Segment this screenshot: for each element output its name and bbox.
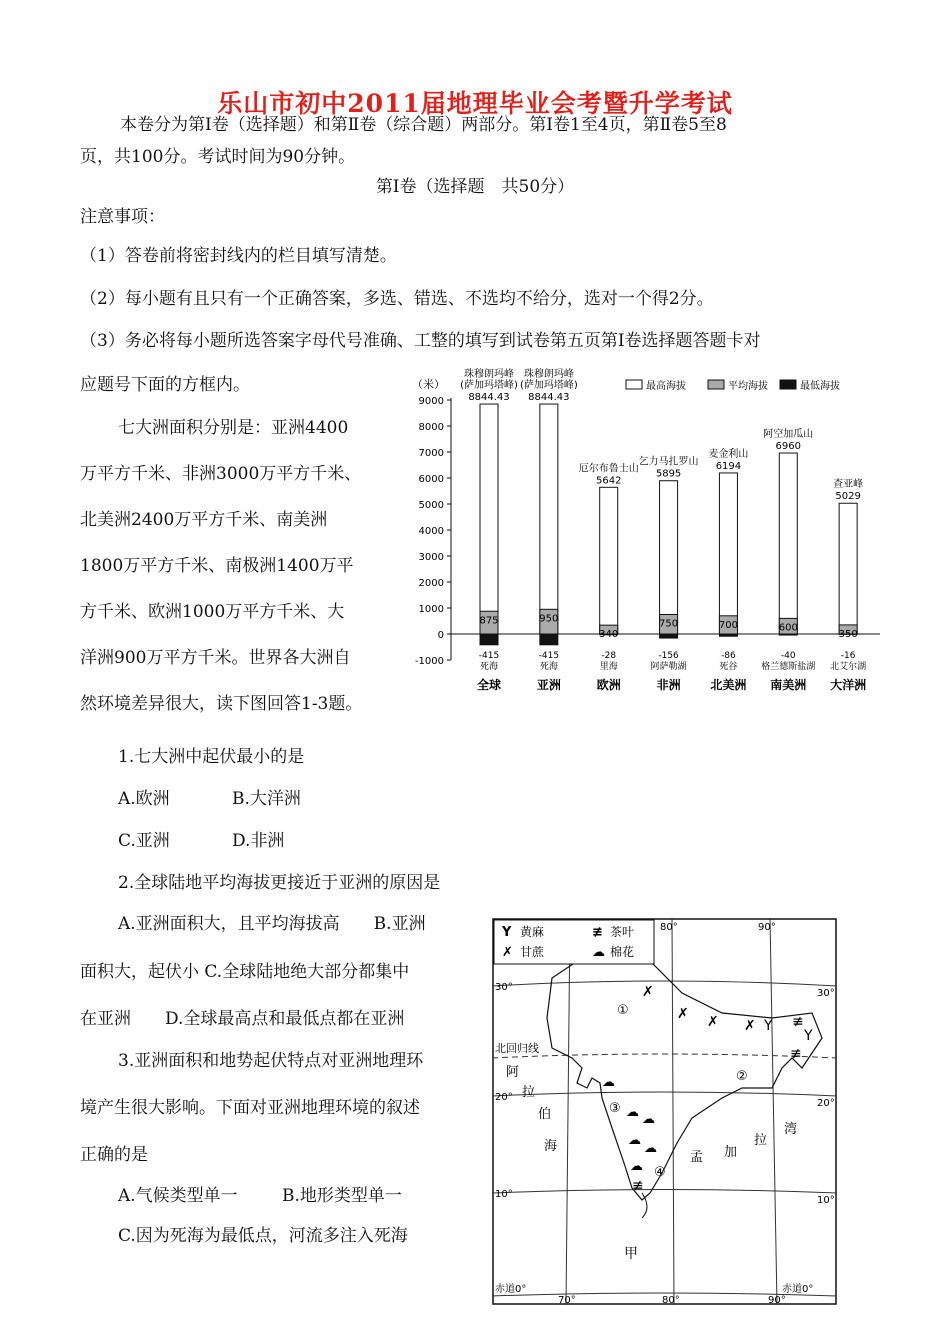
lat-label: 10° [817, 1195, 835, 1206]
arabian-sea-char: 拉 [522, 1085, 536, 1100]
passage-line: 北美洲2400万平方千米、南美洲 [80, 510, 328, 530]
legend-tea: 茶叶 [610, 925, 635, 939]
max-elevation-bar [480, 404, 498, 634]
q1-option-c[interactable]: C.亚洲 [118, 831, 170, 851]
passage-line: 万平方千米、非洲3000万平方千米、 [80, 464, 362, 484]
legend-jute: 黄麻 [520, 925, 545, 939]
tropic-label: 北回归线 [495, 1042, 539, 1055]
max-elevation-bar [779, 453, 797, 634]
jute-icon: Y [804, 1028, 813, 1044]
page-title: 乐山市初中2011届地理毕业会考暨升学考试 [217, 89, 733, 118]
jute-icon: Y [764, 1018, 773, 1034]
min-elevation-bar [719, 634, 737, 636]
max-elevation-bar [600, 487, 618, 634]
bay-of-bengal-char: 加 [724, 1145, 738, 1160]
max-elevation-place: 查亚峰 [833, 479, 864, 491]
question-3: 3.亚洲面积和地势起伏特点对亚洲地理环 [118, 1051, 424, 1071]
jute-icon: Y [502, 925, 512, 940]
y-tick-label: 0 [437, 630, 444, 641]
legend-swatch [626, 380, 642, 389]
intro-line-2: 页，共100分。考试时间为90分钟。 [80, 147, 356, 167]
equator-label: 赤道0° [782, 1284, 814, 1295]
category-label: 全球 [476, 678, 502, 692]
legend-label: 最高海拔 [646, 381, 686, 392]
max-elevation-place: 珠穆朗玛峰 [523, 369, 574, 381]
cotton-icon: ☁ [642, 1112, 655, 1127]
lat-label: 20° [495, 1092, 513, 1103]
category-label: 北美洲 [710, 678, 747, 692]
marker-4: ④ [654, 1165, 666, 1180]
section-title: 第Ⅰ卷（选择题 共50分） [375, 177, 575, 197]
legend-label: 最低海拔 [800, 381, 840, 392]
passage [80, 405, 400, 727]
y-tick-label: 7000 [418, 448, 444, 459]
q2-options-line-2[interactable]: 面积大，起伏小 C.全球陆地绝大部分都集中 [80, 962, 410, 982]
lon-label: 70° [558, 1295, 576, 1305]
lon-label: 90° [758, 922, 776, 933]
lon-label: 80° [662, 1295, 680, 1305]
max-elevation-value: 5642 [595, 475, 622, 487]
category-label: 欧洲 [596, 678, 621, 692]
cotton-icon: ☁ [626, 1105, 639, 1120]
min-elevation-place: 阿萨勒湖 [650, 662, 687, 672]
min-elevation-bar [660, 634, 678, 638]
max-elevation-value: 6960 [775, 441, 802, 453]
min-elevation-value: -415 [538, 651, 560, 661]
q2-options-line-3[interactable]: 在亚洲 D.全球最高点和最低点都在亚洲 [80, 1009, 405, 1029]
sea-jia-label: 甲 [624, 1246, 638, 1262]
max-elevation-value: 8844.43 [468, 392, 510, 404]
min-elevation-value: -156 [658, 651, 679, 661]
category-label: 大洋洲 [830, 678, 867, 692]
bay-of-bengal-char: 湾 [784, 1122, 798, 1137]
question-3-line-2: 境产生很大影响。下面对亚洲地理环境的叙述 [80, 1098, 420, 1118]
note-2: （2）每小题有且只有一个正确答案，多选、错选、不选均不给分，选对一个得2分。 [80, 289, 714, 309]
note-3-continuation: 应题号下面的方框内。 [80, 375, 250, 395]
arabian-sea-char: 海 [544, 1139, 558, 1154]
y-tick-label: 3000 [418, 552, 444, 563]
arabian-sea-char: 阿 [506, 1065, 520, 1080]
q1-option-b[interactable]: B.大洋洲 [232, 789, 301, 809]
avg-elevation-label: 750 [659, 618, 679, 630]
max-elevation-place: 麦金利山 [708, 448, 749, 460]
q1-option-d[interactable]: D.非洲 [232, 831, 285, 851]
sugarcane-icon: ✗ [502, 945, 513, 960]
min-elevation-bar [779, 634, 797, 635]
lat-label: 10° [495, 1189, 513, 1200]
cotton-icon: ☁ [628, 1133, 641, 1148]
tea-icon: ≢ [592, 925, 603, 940]
marker-1: ① [617, 1003, 629, 1018]
lat-label: 20° [817, 1098, 835, 1109]
max-elevation-value: 8844.43 [528, 392, 570, 404]
notes-heading: 注意事项： [80, 207, 165, 227]
y-tick-label: 4000 [418, 526, 444, 537]
avg-elevation-label: 350 [838, 628, 858, 640]
lon-label: 90° [768, 1295, 786, 1305]
min-elevation-place: 里海 [599, 662, 618, 672]
cotton-icon: ☁ [644, 1141, 657, 1156]
min-elevation-value: -86 [721, 651, 736, 661]
category-label: 非洲 [656, 678, 681, 692]
category-label: 南美洲 [770, 678, 807, 692]
max-elevation-value: 6194 [715, 460, 742, 472]
lon-label: 80° [660, 922, 678, 933]
max-elevation-bar [540, 404, 558, 634]
max-elevation-value: 5029 [835, 491, 861, 503]
max-elevation-bar [719, 473, 737, 634]
legend-cotton: 棉花 [610, 945, 635, 959]
max-elevation-place: 厄尔布鲁士山 [578, 463, 639, 475]
question-1: 1.七大洲中起伏最小的是 [118, 747, 305, 767]
lat-label: 30° [817, 988, 835, 999]
tea-icon: ≢ [792, 1014, 804, 1030]
elevation-bar-chart [408, 360, 888, 705]
max-elevation-place: (萨加玛塔峰) [460, 380, 518, 392]
q3-option-a[interactable]: A.气候类型单一 [118, 1186, 238, 1206]
y-tick-label: 1000 [418, 604, 444, 615]
max-elevation-place: 乞力马扎罗山 [638, 456, 699, 468]
min-elevation-value: -28 [601, 651, 617, 661]
min-elevation-bar [540, 634, 558, 645]
passage-line: 1800万平方千米、南极洲1400万平 [80, 556, 354, 576]
max-elevation-place: 阿空加瓜山 [763, 429, 814, 441]
min-elevation-bar [480, 634, 498, 645]
legend-sugarcane: 甘蔗 [520, 945, 545, 959]
lat-label: 30° [495, 982, 513, 993]
q1-option-a[interactable]: A.欧洲 [118, 789, 170, 809]
equator-label: 赤道0° [495, 1284, 527, 1295]
question-2: 2.全球陆地平均海拔更接近于亚洲的原因是 [118, 873, 441, 893]
south-asia-crop-map [492, 918, 837, 1305]
min-elevation-place: 北艾尔湖 [830, 662, 867, 672]
q3-option-c[interactable]: C.因为死海为最低点，河流多注入死海 [118, 1226, 408, 1246]
y-tick-label: 6000 [418, 474, 444, 485]
passage-line: 方千米、欧洲1000万平方千米、大 [80, 602, 345, 622]
tea-icon: ≢ [632, 1178, 644, 1194]
legend-label: 平均海拔 [728, 381, 768, 392]
avg-elevation-label: 950 [539, 613, 559, 625]
min-elevation-value: -40 [780, 651, 796, 661]
cotton-icon: ☁ [592, 945, 605, 960]
sugarcane-icon: ✗ [707, 1014, 719, 1030]
min-elevation-place: 格兰德斯盐湖 [761, 662, 816, 672]
marker-2: ② [736, 1069, 748, 1084]
passage-line: 七大洲面积分别是：亚洲4400 [118, 418, 349, 438]
passage-line: 洋洲900万平方千米。世界各大洲自 [80, 648, 351, 668]
bay-of-bengal-char: 孟 [690, 1150, 704, 1165]
min-elevation-bar [600, 634, 618, 635]
avg-elevation-label: 700 [718, 619, 738, 631]
sugarcane-icon: ✗ [677, 1006, 689, 1022]
bay-of-bengal-char: 拉 [754, 1133, 768, 1148]
min-elevation-place: 死海 [479, 662, 499, 672]
max-elevation-place: (萨加玛塔峰) [519, 380, 578, 392]
tea-icon: ≢ [790, 1046, 802, 1062]
min-elevation-place: 死谷 [719, 662, 738, 672]
max-elevation-place: 珠穆朗玛峰 [464, 369, 514, 381]
y-axis-unit: （米） [412, 378, 445, 391]
y-tick-label: -1000 [414, 656, 444, 667]
cotton-icon: ☁ [602, 1075, 615, 1090]
intro-line-1: 本卷分为第Ⅰ卷（选择题）和第Ⅱ卷（综合题）两部分。第Ⅰ卷1至4页，第Ⅱ卷5至8 [120, 115, 727, 135]
q2-options-line-1[interactable]: A.亚洲面积大，且平均海拔高 B.亚洲 [118, 914, 426, 934]
y-tick-label: 2000 [418, 578, 444, 589]
max-elevation-bar [660, 481, 678, 634]
min-elevation-value: -415 [478, 651, 500, 661]
avg-elevation-label: 600 [778, 622, 798, 634]
category-label: 亚洲 [536, 678, 561, 692]
passage-line: 然环境差异很大，读下图回答1-3题。 [80, 694, 363, 714]
y-tick-label: 8000 [418, 422, 444, 433]
sugarcane-icon: ✗ [642, 984, 654, 1000]
min-elevation-place: 死海 [539, 662, 558, 672]
y-tick-label: 5000 [418, 500, 444, 511]
y-tick-label: 9000 [418, 396, 444, 407]
sugarcane-icon: ✗ [744, 1018, 756, 1034]
note-1: （1）答卷前将密封线内的栏目填写清楚。 [80, 246, 397, 266]
legend-swatch [708, 380, 724, 389]
marker-3: ③ [609, 1101, 621, 1116]
max-elevation-value: 5895 [655, 468, 682, 480]
note-3: （3）务必将每小题所选答案字母代号准确、工整的填写到试卷第五页第Ⅰ卷选择题答题卡对 [80, 331, 761, 351]
max-elevation-bar [839, 503, 857, 634]
cotton-icon: ☁ [630, 1159, 643, 1174]
question-3-line-3: 正确的是 [80, 1145, 148, 1165]
avg-elevation-label: 875 [479, 615, 499, 627]
q3-option-b[interactable]: B.地形类型单一 [282, 1186, 402, 1206]
avg-elevation-label: 340 [599, 629, 619, 641]
min-elevation-value: -16 [840, 651, 856, 661]
legend-swatch [780, 380, 796, 389]
arabian-sea-char: 伯 [538, 1107, 552, 1122]
